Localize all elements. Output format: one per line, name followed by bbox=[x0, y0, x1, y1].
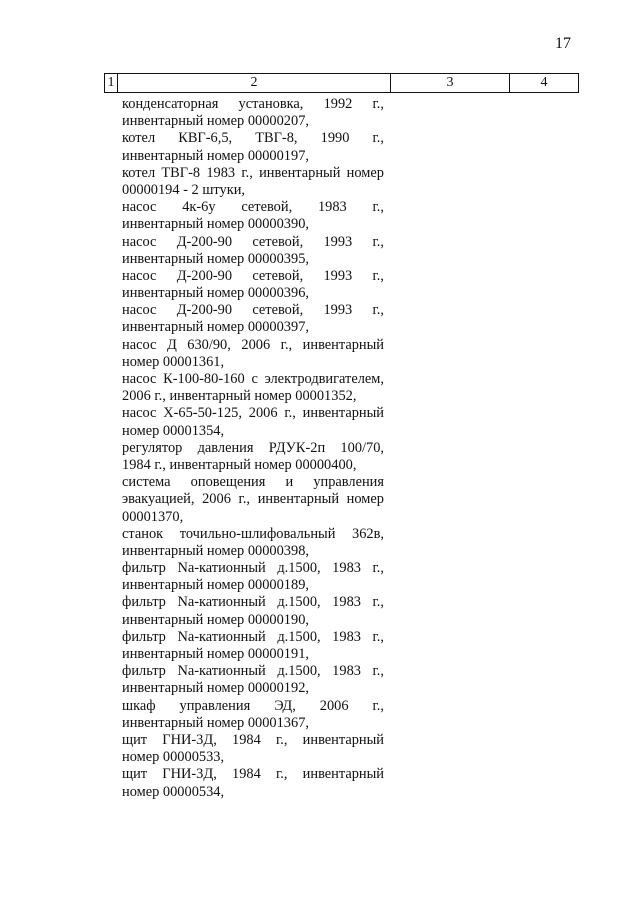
text-line: фильтр Na-катионный д.1500, 1983 г., bbox=[122, 628, 384, 645]
text-line: номер 00000533, bbox=[122, 749, 225, 766]
text-line: котел КВГ-6,5, ТВГ-8, 1990 г., bbox=[122, 130, 384, 147]
text-line: номер 00000534, bbox=[122, 783, 225, 800]
text-line: инвентарный номер 00000390, bbox=[122, 216, 309, 233]
text-line: инвентарный номер 00000398, bbox=[122, 542, 309, 559]
text-line: шкаф управления ЭД, 2006 г., bbox=[122, 697, 384, 714]
text-line: насос Д-200-90 сетевой, 1993 г., bbox=[122, 233, 384, 250]
column-header-4: 4 bbox=[540, 75, 548, 90]
text-line: насос К-100-80-160 с электродвигателем, bbox=[122, 371, 384, 387]
text-line: насос Д-200-90 сетевой, 1993 г., bbox=[122, 267, 384, 284]
text-line: инвентарный номер 00001367, bbox=[122, 714, 309, 731]
text-line: номер 00001354, bbox=[122, 422, 225, 439]
text-line: 2006 г., инвентарный номер 00001352, bbox=[122, 388, 357, 405]
text-line: фильтр Na-катионный д.1500, 1983 г., bbox=[122, 663, 384, 680]
text-line: система оповещения и управления bbox=[122, 474, 384, 491]
text-line: насос Д-200-90 сетевой, 1993 г., bbox=[122, 302, 384, 319]
column-2-body bbox=[122, 96, 384, 801]
text-line: щит ГНИ-3Д, 1984 г., инвентарный bbox=[122, 731, 384, 748]
text-line: 1984 г., инвентарный номер 00000400, bbox=[122, 456, 357, 473]
text-line: инвентарный номер 00000395, bbox=[122, 250, 309, 267]
text-line: фильтр Na-катионный д.1500, 1983 г., bbox=[122, 594, 384, 611]
text-line: инвентарный номер 00000189, bbox=[122, 577, 309, 594]
text-line: инвентарный номер 00000197, bbox=[122, 147, 309, 164]
column-header-3: 3 bbox=[446, 75, 454, 90]
text-line: щит ГНИ-3Д, 1984 г., инвентарный bbox=[122, 766, 384, 783]
text-line: инвентарный номер 00000191, bbox=[122, 646, 309, 662]
text-line: номер 00001361, bbox=[122, 353, 225, 370]
text-line: конденсаторная установка, 1992 г., bbox=[122, 96, 384, 112]
text-line: инвентарный номер 00000397, bbox=[122, 319, 309, 336]
text-line: 00000194 - 2 штуки, bbox=[122, 181, 246, 198]
page-number: 17 bbox=[555, 35, 571, 52]
text-line: эвакуацией, 2006 г., инвентарный номер bbox=[122, 491, 384, 508]
text-line: фильтр Na-катионный д.1500, 1983 г., bbox=[122, 560, 384, 577]
text-line: насос 4к-6у сетевой, 1983 г., bbox=[122, 199, 384, 216]
text-line: инвентарный номер 00000207, bbox=[122, 113, 309, 130]
text-line: насос Х-65-50-125, 2006 г., инвентарный bbox=[122, 405, 384, 422]
text-line: регулятор давления РДУК-2п 100/70, bbox=[122, 439, 384, 456]
text-line: 00001370, bbox=[122, 508, 184, 525]
text-line: станок точильно-шлифовальный 362в, bbox=[122, 525, 384, 542]
table-header bbox=[104, 73, 579, 93]
column-header-1: 1 bbox=[107, 75, 115, 90]
text-line: инвентарный номер 00000396, bbox=[122, 285, 309, 302]
text-line: котел ТВГ-8 1983 г., инвентарный номер bbox=[122, 164, 384, 181]
column-header-2: 2 bbox=[250, 75, 258, 90]
text-line: инвентарный номер 00000192, bbox=[122, 680, 309, 697]
text-line: инвентарный номер 00000190, bbox=[122, 611, 309, 628]
text-line: насос Д 630/90, 2006 г., инвентарный bbox=[122, 336, 384, 353]
